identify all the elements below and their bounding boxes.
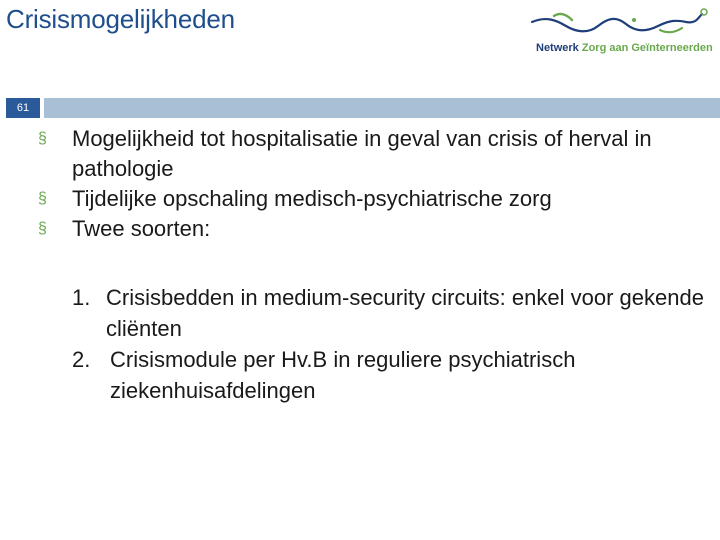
- numbered-list: [0, 282, 720, 406]
- bullet-item: [0, 214, 720, 244]
- network-logo: [526, 6, 716, 62]
- bullet-list: [0, 124, 720, 244]
- bullet-marker-icon: §: [38, 130, 47, 147]
- item-number: 2.: [72, 347, 91, 372]
- item-number: 1.: [72, 285, 91, 310]
- bullet-marker-icon: §: [38, 220, 47, 237]
- bullet-text: Mogelijkheid tot hospitalisatie in geval van crisis of herval in pathologie: [72, 126, 652, 181]
- bullet-item: [0, 184, 720, 214]
- slide-number: 61: [6, 98, 40, 118]
- bullet-marker-icon: §: [38, 190, 47, 207]
- bullet-text: Twee soorten:: [72, 216, 211, 241]
- bullet-text: Tijdelijke opschaling medisch-psychiatrische zorg: [72, 186, 552, 211]
- numbered-text: Crisismodule per Hv.B in reguliere psychiatrisch ziekenhuisafdelingen: [110, 347, 576, 403]
- bullet-item: [0, 124, 720, 184]
- logo-word-rest: Zorg aan Geïnterneerden: [581, 42, 713, 54]
- slide-title: Crisismogelijkheden: [6, 4, 235, 34]
- logo-swirl-icon: [526, 6, 716, 42]
- numbered-item: [0, 344, 720, 406]
- numbered-text: Crisisbedden in medium-security circuits: enkel voor gekende cliënten: [106, 285, 704, 341]
- logo-word-netwerk: Netwerk: [536, 42, 579, 54]
- numbered-item: [0, 282, 720, 344]
- logo-text: [536, 42, 716, 54]
- header-bar: [44, 98, 720, 118]
